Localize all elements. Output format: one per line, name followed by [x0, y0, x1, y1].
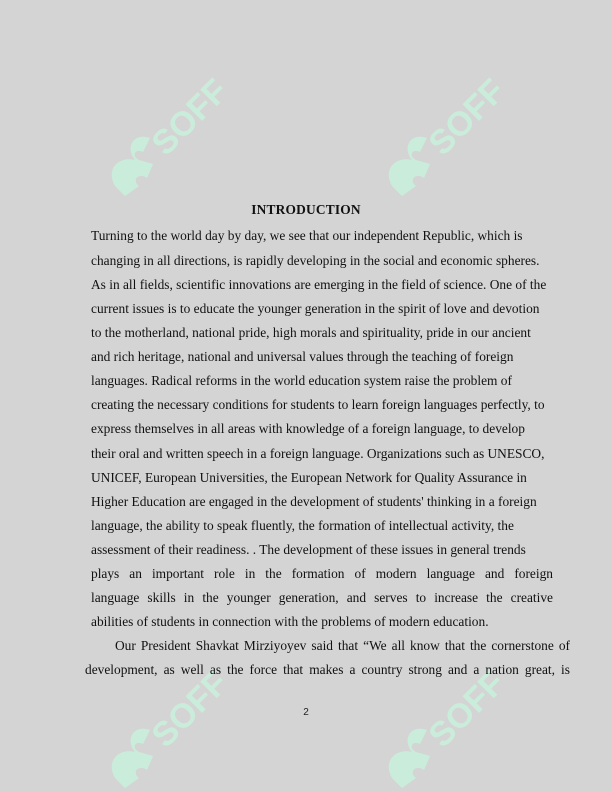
- text-line: and rich heritage, national and universal values through the teaching of foreign: [91, 349, 514, 364]
- text-line: plays an important role in the formation of modern language and foreign: [91, 566, 553, 581]
- text-line: creating the necessary conditions for students to learn foreign languages perfectly, to: [91, 397, 545, 412]
- text-line: abilities of students in connection with the problems of modern education.: [91, 614, 489, 629]
- text-line: language, the ability to speak fluently, the formation of intellectual activity, the: [91, 518, 514, 533]
- text-line: Turning to the world day by day, we see that our independent Republic, which is: [91, 228, 523, 243]
- svg-text:SOFF: SOFF: [144, 663, 236, 755]
- text-line: assessment of their readiness. . The development of these issues in general trends: [91, 542, 526, 557]
- text-line: development, as well as the force that makes a country strong and a nation great, is: [85, 662, 570, 677]
- text-line: their oral and written speech in a foreign language. Organizations such as UNESCO,: [91, 446, 545, 461]
- text-line: UNICEF, European Universities, the European Network for Quality Assurance in: [91, 470, 527, 485]
- text-line: Higher Education are engaged in the development of students' thinking in a foreign: [91, 494, 537, 509]
- text-line: to the motherland, national pride, high morals and spirituality, pride in our ancient: [91, 325, 531, 340]
- text-line: changing in all directions, is rapidly developing in the social and economic spheres.: [91, 253, 540, 268]
- paragraph-first-line: Our President Shavkat Mirziyoyev said that “We all know that the cornerstone of: [115, 638, 570, 653]
- text-line: express themselves in all areas with knowledge of a foreign language, to develop: [91, 421, 525, 436]
- text-line: languages. Radical reforms in the world education system raise the problem of: [91, 373, 512, 388]
- page-number: 2: [303, 707, 309, 718]
- text-line: language skills in the younger generation, and serves to increase the creative: [91, 590, 553, 605]
- svg-text:SOFF: SOFF: [421, 71, 513, 163]
- svg-text:SOFF: SOFF: [421, 663, 513, 755]
- text-line: As in all fields, scientific innovations are emerging in the field of science. One of the: [91, 277, 547, 292]
- text-line: current issues is to educate the younger generation in the spirit of love and devotion: [91, 301, 540, 316]
- section-heading: INTRODUCTION: [251, 202, 361, 217]
- svg-text:SOFF: SOFF: [144, 71, 236, 163]
